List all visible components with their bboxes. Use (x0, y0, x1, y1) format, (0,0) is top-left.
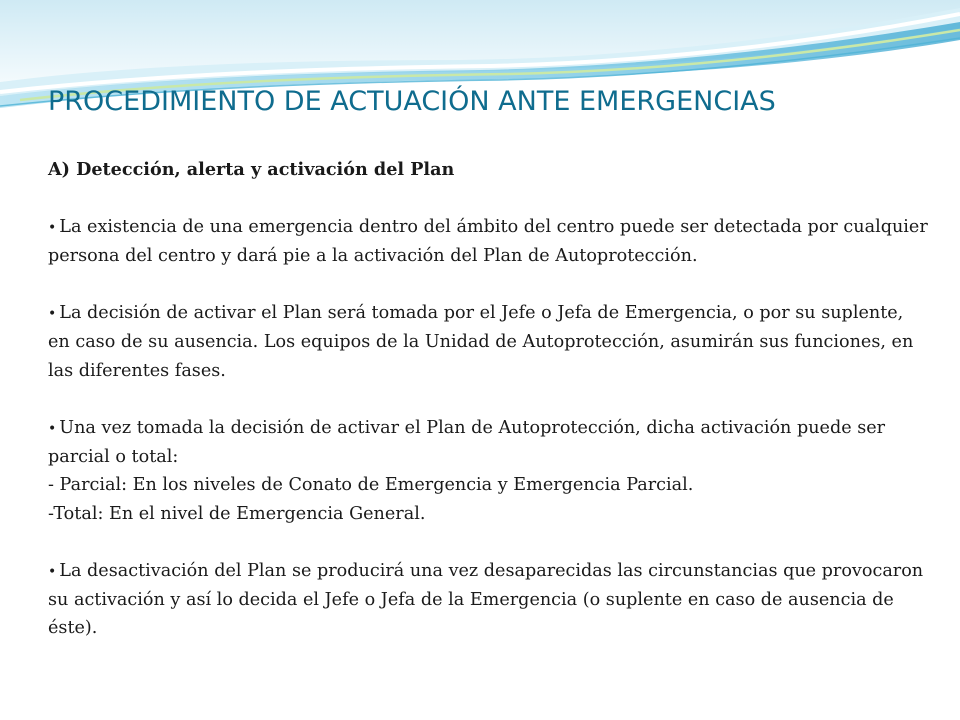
sub-item-partial: - Parcial: En los niveles de Conato de Emergencia y Emergencia Parcial. (48, 475, 694, 496)
section-heading: A) Detección, alerta y activación del Plan (48, 159, 455, 180)
bullet-item: • Una vez tomada la decisión de activar el Plan de Autoprotección, dicha activación puede ser parcial o total: (48, 414, 928, 472)
slide-content (48, 156, 928, 643)
bullet-item: • La existencia de una emergencia dentro del ámbito del centro puede ser detectada por cualquier persona del centro y dará pie a la activación del Plan de Autoprotección. (48, 213, 928, 271)
bullet-item: • La desactivación del Plan se producirá una vez desaparecidas las circunstancias que provocaron su activación y así lo decida el Jefe o Jefa de la Emergencia (o suplente en caso de ausencia de éste). (48, 557, 928, 643)
spacer (48, 385, 928, 413)
sub-item-total: -Total: En el nivel de Emergencia General. (48, 503, 426, 524)
bullet-item: • La decisión de activar el Plan será tomada por el Jefe o Jefa de Emergencia, o por su suplente, en caso de su ausencia. Los equipos de la Unidad de Autoprotección, asumirán sus funciones, en las diferentes fases. (48, 299, 928, 385)
spacer (48, 184, 928, 212)
slide-title: PROCEDIMIENTO DE ACTUACIÓN ANTE EMERGENCIAS (48, 86, 776, 117)
spacer (48, 271, 928, 299)
spacer (48, 528, 928, 556)
